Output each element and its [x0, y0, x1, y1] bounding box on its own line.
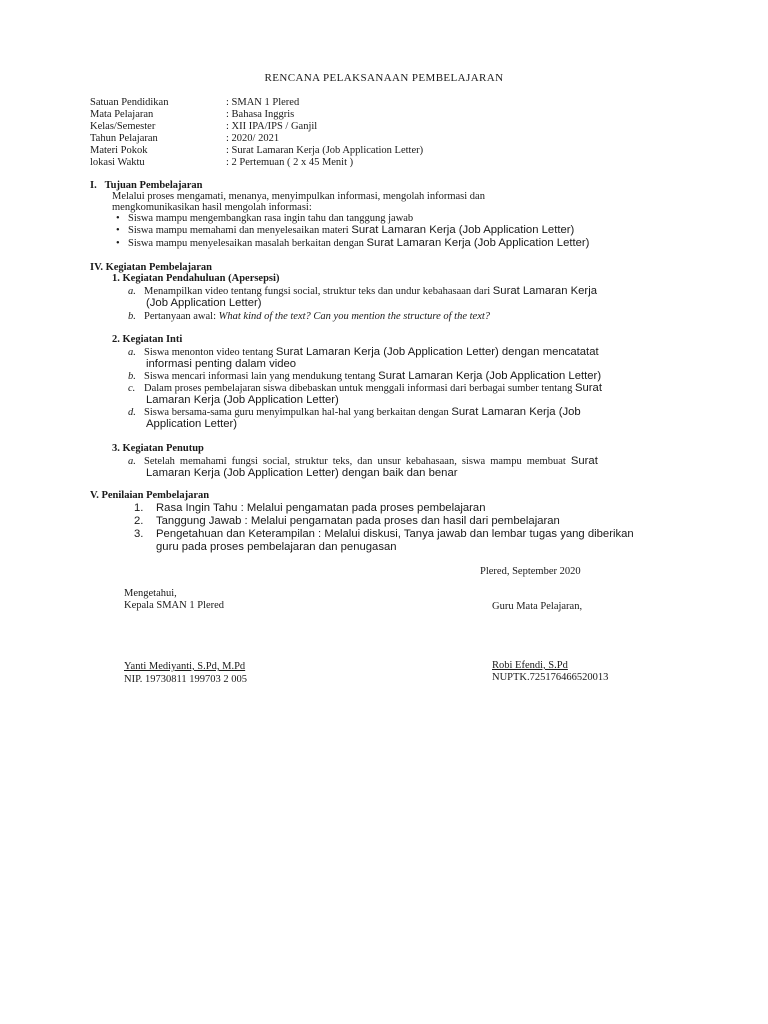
identity-key: Mata Pelajaran — [90, 109, 154, 120]
activity-1-item-b — [128, 311, 490, 323]
bullet-icon: • — [116, 238, 120, 249]
principal-nip: NIP. 19730811 199703 2 005 — [124, 674, 247, 685]
section-1-intro-2: mengkomunikasikan hasil mengolah informasi: — [112, 202, 312, 213]
section-4-heading: IV. Kegiatan Pembelajaran — [90, 262, 213, 273]
activity-2-item-a-cont: informasi penting dalam video — [146, 358, 297, 370]
item-text: Siswa bersama-sama guru menyimpulkan hal-hal yang berkaitan dengan — [144, 407, 452, 418]
item-topic: Surat Lamaran Kerja (Job Application Letter) dengan mencatatat — [275, 346, 599, 358]
bullet-icon: • — [116, 225, 120, 236]
identity-value: : XII IPA/IPS / Ganjil — [226, 121, 318, 132]
activity-2-item-c-cont: Lamaran Kerja (Job Application Letter) — [146, 394, 339, 406]
section-5-heading: V. Penilaian Pembelajaran — [90, 490, 210, 501]
identity-row — [90, 145, 423, 157]
acknowledged-label: Mengetahui, — [124, 588, 177, 599]
identity-key: Tahun Pelajaran — [90, 133, 158, 144]
item-topic: Surat Lamaran Kerja (Job Application Letter) — [378, 370, 602, 382]
activity-3-item-a-cont: Lamaran Kerja (Job Application Letter) dengan baik dan benar — [146, 467, 458, 479]
teacher-title: Guru Mata Pelajaran, — [492, 601, 583, 612]
bullet-icon: • — [116, 213, 120, 224]
section-1-intro-1: Melalui proses mengamati, menanya, menyimpulkan informasi, mengolah informasi dan — [112, 191, 485, 202]
assessment-item — [134, 502, 486, 514]
teacher-name: Robi Efendi, S.Pd — [492, 660, 568, 671]
item-topic: Surat — [574, 382, 602, 394]
identity-table — [90, 97, 423, 169]
item-number: 2. — [134, 515, 144, 527]
identity-value: : 2020/ 2021 — [226, 133, 280, 144]
item-marker: b. — [128, 311, 136, 322]
activity-2-item-d-cont: Application Letter) — [146, 418, 238, 430]
item-question: What kind of the text? Can you mention the structure of the text? — [218, 311, 491, 322]
item-marker: b. — [128, 371, 136, 382]
section-1-number: I. — [90, 180, 97, 191]
item-text: Rasa Ingin Tahu : Melalui pengamatan pada proses pembelajaran — [156, 502, 486, 514]
item-number: 3. — [134, 528, 144, 540]
identity-value: : 2 Pertemuan ( 2 x 45 Menit ) — [226, 157, 354, 168]
objective-topic: Surat Lamaran Kerja (Job Application Letter) — [366, 237, 590, 249]
item-marker: a. — [128, 347, 136, 358]
activity-1-item-a-cont: (Job Application Letter) — [146, 297, 262, 309]
objective-topic: Surat Lamaran Kerja (Job Application Letter) — [351, 224, 575, 236]
item-text: Menampilkan video tentang fungsi social, struktur teks dan undur kebahasaan dari — [144, 286, 493, 297]
item-text: Siswa mencari informasi lain yang mendukung tentang — [144, 371, 379, 382]
item-topic: Surat — [570, 455, 598, 467]
item-number: 1. — [134, 502, 144, 514]
activity-2-heading: 2. Kegiatan Inti — [112, 334, 183, 345]
section-1-title: Tujuan Pembelajaran — [104, 180, 203, 191]
item-text: Tanggung Jawab : Melalui pengamatan pada proses dan hasil dari pembelajaran — [156, 515, 560, 527]
identity-row — [90, 109, 423, 121]
activity-3-heading: 3. Kegiatan Penutup — [112, 443, 204, 454]
identity-row — [90, 121, 423, 133]
item-text: Pertanyaan awal: — [144, 311, 219, 322]
item-marker: a. — [128, 456, 136, 467]
item-text: Siswa menonton video tentang — [144, 347, 276, 358]
document-title: RENCANA PELAKSANAAN PEMBELAJARAN — [264, 72, 504, 84]
objective-text: Siswa mampu menyelesaikan masalah berkaitan dengan — [128, 238, 367, 249]
item-marker: d. — [128, 407, 136, 418]
item-text: Dalam proses pembelajaran siswa dibebaskan untuk menggali informasi dari berbagai sumber tentang — [144, 383, 575, 394]
item-marker: a. — [128, 286, 136, 297]
identity-value: : Surat Lamaran Kerja (Job Application Letter) — [226, 145, 424, 156]
identity-key: Materi Pokok — [90, 145, 148, 156]
identity-row — [90, 157, 423, 169]
item-topic: Surat Lamaran Kerja — [492, 285, 597, 297]
identity-row — [90, 133, 423, 145]
identity-key: Satuan Pendidikan — [90, 97, 169, 108]
objective-text: Siswa mampu mengembangkan rasa ingin tahu dan tanggung jawab — [128, 213, 414, 224]
principal-name: Yanti Mediyanti, S.Pd, M.Pd — [124, 661, 246, 672]
item-text: Pengetahuan dan Keterampilan : Melalui diskusi, Tanya jawab dan lembar tugas yang diberikan — [156, 528, 634, 540]
assessment-item-3-cont: guru pada proses pembelajaran dan penugasan — [156, 541, 397, 553]
assessment-item — [134, 528, 634, 540]
identity-key: Kelas/Semester — [90, 121, 156, 132]
assessment-item — [134, 515, 560, 527]
principal-title: Kepala SMAN 1 Plered — [124, 600, 225, 611]
item-marker: c. — [128, 383, 136, 394]
objective-bullet — [116, 224, 574, 237]
item-topic: Surat Lamaran Kerja (Job — [451, 406, 581, 418]
identity-value: : Bahasa Inggris — [226, 109, 295, 120]
objective-bullet — [116, 237, 589, 250]
identity-value: : SMAN 1 Plered — [226, 97, 300, 108]
teacher-nuptk: NUPTK.725176466520013 — [492, 672, 609, 683]
item-text: Setelah memahami fungsi social, struktur teks, dan unsur kebahasaan, siswa mampu membuat — [144, 456, 571, 467]
identity-row — [90, 97, 423, 109]
activity-1-heading: 1. Kegiatan Pendahuluan (Apersepsi) — [112, 273, 280, 284]
objective-text: Siswa mampu memahami dan menyelesaikan materi — [128, 225, 352, 236]
identity-key: lokasi Waktu — [90, 157, 145, 168]
place-date: Plered, September 2020 — [480, 566, 581, 577]
